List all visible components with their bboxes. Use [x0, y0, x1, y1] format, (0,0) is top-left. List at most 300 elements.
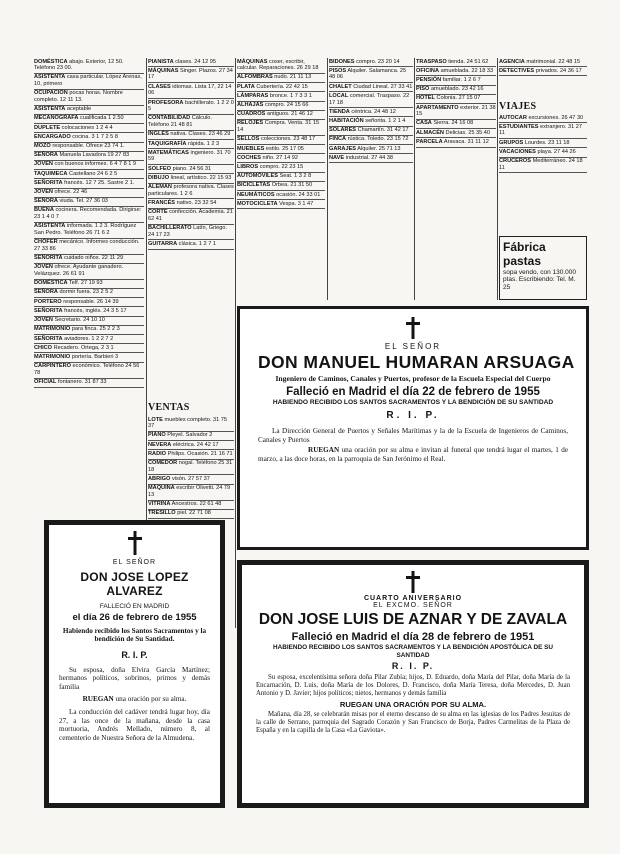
ad-text: nativo. 23 32 54 [176, 199, 217, 206]
ad-heading: SEÑORA [34, 289, 58, 296]
ad-heading: AUTOMÓVILES [237, 173, 278, 180]
notice-pre: EL EXCMO. SEÑOR [373, 602, 453, 609]
ad-text: fontanero. 31 87 33 [57, 379, 107, 386]
ad-heading: DUPLETE [34, 124, 61, 131]
classified-ad [34, 289, 144, 298]
ad-text: económico. Teléfono 24 56 78 [34, 363, 140, 376]
notice-pre: EL SEÑOR [112, 559, 157, 566]
ad-heading: TIENDA [329, 108, 350, 115]
anniversary-label: CUARTO ANIVERSARIO [363, 595, 463, 602]
ad-text: rápida. 1 2 3 [188, 140, 220, 147]
ad-text: cualificada 1 2.50 [80, 115, 124, 122]
ad-heading: ASISTENTA [34, 74, 66, 81]
ad-text: responsable. Ofrece 23 74 1. [52, 143, 125, 150]
request-text: una oración por su alma e invitan al funeral que tendrá lugar el martes, 1 de marzo, a las doce horas, en la parroquia de San Jerónimo el Real. [258, 446, 569, 463]
classified-ad [34, 74, 144, 90]
ad-text: nativa. Clases. 23 46 29 [170, 131, 231, 138]
ad-heading: ALHAJAS [237, 102, 264, 109]
ad-heading: CONTABILIDAD [148, 115, 191, 122]
request-lead: RUEGAN [82, 695, 114, 704]
classified-ad [34, 326, 144, 335]
ad-text: industrial. 27 44 38 [345, 154, 393, 161]
ad-text: Vespa. 3 1 47 [279, 200, 314, 207]
ad-text: Aravaca. 31 11 12 [443, 138, 489, 145]
classified-ad [499, 148, 587, 157]
sacraments: HABIENDO RECIBIDO LOS SANTOS SACRAMENTOS Y LA BENDICIÓN DE SU SANTIDAD [272, 399, 554, 407]
cross-icon [406, 571, 420, 593]
column-divider [497, 58, 498, 300]
ad-text: rústica. Toledo. 23 15 72 [347, 136, 409, 143]
ad-heading: FINCA [329, 136, 347, 143]
cross-icon [128, 531, 142, 555]
ad-text: profesora nativa. Clases particulares. 1 2 6 [148, 184, 234, 197]
ad-text: viuda. Tel. 27 36 03 [59, 198, 108, 205]
ad-text: piano. 24 56 31 [172, 165, 212, 172]
ad-heading: CHICO [34, 344, 53, 351]
ad-heading: NEUMÁTICOS [237, 191, 275, 198]
fabrica-text: sopa vendo, con 130.000 ptas. Escribiendo: Tel. M. 25 [503, 268, 577, 291]
classified-ad [148, 510, 234, 519]
classified-ad [237, 83, 325, 92]
classified-ad [416, 104, 496, 120]
notice-request [59, 695, 210, 703]
classified-ad [34, 207, 144, 223]
ad-heading: AGENCIA [499, 58, 525, 65]
classified-ad [148, 475, 234, 484]
ad-text: Ciudad Lineal. 27 33 41 [353, 83, 413, 90]
classified-ad [34, 344, 144, 353]
ad-heading: COCHES [237, 154, 261, 161]
ad-text: Sierra. 24 16 08 [433, 120, 474, 127]
ad-text: cocina. 3 1 7 2 5 8 [72, 133, 118, 140]
ad-text: Compra. Venta. 31 15 14 [237, 120, 320, 134]
classified-ad [148, 131, 234, 140]
classified-ad [148, 174, 234, 183]
classified-ad [148, 225, 234, 241]
ad-heading: CHÓFER [34, 239, 58, 246]
classified-ad [34, 353, 144, 362]
ad-text: Manuela Lavadora 19 27 83 [59, 152, 130, 159]
ad-heading: BICICLETAS [237, 182, 271, 189]
ad-heading: MATEMÁTICAS [148, 149, 189, 156]
ad-text: señorita. 1 2 1 4 [365, 117, 406, 124]
classified-ad [34, 152, 144, 161]
ad-heading: LOTE [148, 416, 163, 423]
classified-ad [34, 379, 144, 388]
ad-text: privados. 24 36 17 [535, 67, 582, 74]
classified-ad [34, 161, 144, 170]
ad-heading: MÁQUINA [148, 485, 175, 492]
request-lead: RUEGAN UNA ORACIÓN POR SU ALMA. [339, 699, 487, 709]
classified-ad [416, 67, 496, 76]
ad-text: Orbea. 21 31 50 [271, 182, 313, 189]
ad-text: amueblado. 23 42 16 [430, 86, 484, 93]
ad-text: responsable. 26 14 39 [63, 298, 119, 305]
ad-text: colecciones. 23 48 17 [260, 136, 316, 143]
ad-text: Recadero. Ortega, 2 3 1 [53, 344, 114, 351]
notice-details: La conducción del cadáver tendrá lugar hoy, día 27, a las once de la mañana, desde la casa mortuoria, Andrés Mellado, número 8, al cementerio de Nuestra Señora de la Almudena. [59, 708, 210, 742]
request-text: una oración por su alma. [115, 695, 187, 704]
ad-text: Lourdes. 23 11 18 [524, 139, 570, 146]
ad-heading: MOZO [34, 143, 51, 150]
ad-text: idiomas. Lista 17, 22 14 06 [148, 83, 232, 97]
classified-ad [237, 154, 325, 163]
classified-ad [34, 239, 144, 255]
ad-text: Pleyel. Salvador 2 [167, 432, 213, 439]
ad-heading: BACHILLERATO [148, 225, 192, 232]
ad-heading: HABITACIÓN [329, 117, 364, 124]
classified-ad [329, 127, 413, 136]
classified-ad [34, 143, 144, 152]
classified-ad [148, 115, 234, 131]
ad-text: antiguos. 21 46 12 [266, 111, 313, 118]
ad-text: matrimonial. 22 48 15 [526, 58, 581, 65]
ad-heading: TRASPASO [416, 58, 447, 65]
classified-ad [499, 67, 587, 76]
ad-heading: JOVEN [34, 317, 53, 324]
classified-ad [329, 136, 413, 145]
ad-text: con buenos informes. 6 4 7 8 1 9 [54, 161, 137, 168]
ad-heading: MATRIMONIO [34, 353, 71, 360]
classified-ad [34, 307, 144, 316]
ad-heading: MOTOCICLETA [237, 200, 278, 207]
classified-ad [499, 139, 587, 148]
classified-ad [34, 170, 144, 179]
ad-text: excursiones. 26 47 30 [528, 114, 584, 121]
classified-ad [237, 145, 325, 154]
ad-heading: PLATA [237, 83, 255, 90]
ad-text: para finca. 25 2 2 3 [71, 326, 120, 333]
ad-text: visón. 27 57 37 [171, 475, 210, 482]
occupation: Ingeniero de Caminos, Canales y Puertos, profesor de la Escuela Especial del Cuerpo [275, 374, 551, 383]
classified-ad [34, 264, 144, 280]
classified-ad [237, 102, 325, 111]
ad-text: francés. 12 7 25. Sastre 2 1. [64, 179, 135, 186]
ad-text: ofrece. Ayudante ganadero. Velázquez. 26 61 91 [34, 264, 124, 278]
rip: R. I. P. [121, 649, 148, 660]
ad-heading: OFICINA [416, 67, 439, 74]
classified-ad [416, 120, 496, 129]
classified-ad [329, 108, 413, 117]
obituary-aznar [237, 560, 589, 808]
classified-ad [329, 145, 413, 154]
classified-ad [237, 120, 325, 136]
ad-text: escribir Olivetti. 24 79 13 [148, 485, 231, 498]
ad-text: eléctrica. 24 42 17 [172, 441, 219, 448]
ad-text: Cálculo. Teléfono 21 48 81 [148, 115, 212, 129]
sacraments: Habiendo recibido los Santos Sacramentos y la bendición de Su Santidad. [62, 627, 207, 644]
ad-text: muebles completo. 31 75 37 [148, 416, 227, 430]
ad-heading: NAVE [329, 154, 345, 161]
ad-heading: DOMÉSTICA [34, 280, 68, 287]
ad-text: clases. 24 12 95 [175, 58, 217, 65]
ad-heading: SEÑORITA [34, 255, 63, 262]
ad-heading: NEVERA [148, 441, 172, 448]
ad-heading: FRANCÉS [148, 199, 176, 206]
ad-text: bronce. 1 7 3 3 1 [269, 92, 312, 99]
notice-body: La Dirección General de Puertos y Señales Marítimas y la de la Escuela de Ingenieros de Caminos, Canales y Puertos [258, 427, 568, 444]
ad-text: Cubertería. 22 42 15 [256, 83, 308, 90]
ad-heading: DOMÉSTICA [34, 58, 68, 65]
ad-text: cuidado niños. 22 11 29 [64, 255, 124, 262]
ad-heading: RADIO [148, 450, 167, 457]
ad-text: aceptable [66, 106, 92, 113]
classified-ad [329, 154, 413, 163]
classified-ad [148, 450, 234, 459]
ad-text: ingeniero. 31 70 59 [148, 149, 231, 163]
ad-heading: SEÑORITA [34, 307, 63, 314]
classified-ad [34, 335, 144, 344]
classifieds-column-5 [416, 58, 496, 298]
ad-text: abajo. Exterior, 12 50. Teléfono 23 00. [34, 58, 124, 72]
classified-ad [148, 460, 234, 476]
notice-details: Mañana, día 28, se celebrarán misas por el eterno descanso de su alma en las iglesias de los Padres Jesuitas de la calle de Serrano, parroquia del Sagrado Corazón y San Francisco de Borja, Padres Carmelitas de la Plaza de España y en la capilla de la Casa «La Gaviota». [256, 710, 570, 734]
death-date: Falleció en Madrid el día 22 de febrero de 1955 [286, 386, 540, 399]
classified-ad [148, 441, 234, 450]
ad-text: familiar. 1 2 6 7 [442, 76, 481, 83]
ad-text: Alquiler. Salamanca. 25 48 06 [329, 67, 407, 81]
ad-text: Philips. Ocasión. 21 16 71 [167, 450, 233, 457]
classified-ad [237, 92, 325, 101]
ad-heading: PORTERO [34, 298, 62, 305]
ad-heading: CARPINTERO [34, 363, 71, 370]
ad-heading: SEÑORA [34, 198, 58, 205]
ad-text: coser, escribir, calcular. Reparaciones. 26 29 18 [237, 58, 319, 72]
ad-text: compro. 22 23 15 [259, 163, 304, 170]
classified-ad [499, 58, 587, 67]
classified-ad [237, 191, 325, 200]
ad-heading: BIDONES [329, 58, 355, 65]
ad-text: Seat. 1 3 2 8 [279, 173, 312, 180]
death-place: FALLECIÓ EN MADRID [99, 603, 170, 610]
ad-heading: CASA [416, 120, 432, 127]
cross-icon [406, 317, 420, 339]
ad-text: nogal. Teléfono 25 31 18 [148, 460, 233, 473]
deceased-name: DON JOSE LOPEZ ALVAREZ [80, 570, 189, 598]
ad-text: nudo. 21 11 13 [274, 74, 312, 81]
ad-heading: GUITARRA [148, 240, 178, 247]
ad-text: Latín, Griego. 24 17 23 [148, 225, 228, 238]
classified-ad [148, 83, 234, 99]
ad-heading: LOCAL [329, 92, 349, 99]
ad-heading: SOLFEO [148, 165, 171, 172]
section-heading-viajes: VIAJES [499, 101, 537, 112]
sacraments: HABIENDO RECIBIDO LOS SANTOS SACRAMENTOS Y LA BENDICIÓN APOSTÓLICA DE SU SANTIDAD [272, 644, 554, 659]
ad-heading: MECANÓGRAFA [34, 115, 79, 122]
ad-heading: ALFOMBRAS [237, 74, 273, 81]
notice-body: Su esposa, doña Elvira García Martínez; hermanos políticos, sobrinos, primos y demás familia [59, 665, 210, 691]
classified-ad [148, 432, 234, 441]
classified-ad [34, 189, 144, 198]
ad-heading: INGLÉS [148, 131, 169, 138]
classified-ad [237, 136, 325, 145]
ad-heading: PARCELA [416, 138, 443, 145]
classified-ad [148, 485, 234, 501]
classified-ad [416, 86, 496, 95]
classified-ad [237, 74, 325, 83]
classified-ad [237, 58, 325, 74]
ad-heading: CHALET [329, 83, 352, 90]
ad-heading: PROFESORA [148, 99, 184, 106]
ad-text: Alquiler. 25 71 13 [357, 145, 401, 152]
notice-pre: EL SEÑOR [384, 342, 442, 351]
classified-ad [34, 58, 144, 74]
ad-heading: AUTOCAR [499, 114, 527, 121]
ad-heading: TAQUIGRAFÍA [148, 140, 187, 147]
classified-ad [34, 223, 144, 239]
ad-heading: SOLARES [329, 127, 357, 134]
deceased-name: DON JOSE LUIS DE AZNAR Y DE ZAVALA [258, 611, 568, 628]
classified-ad [329, 83, 413, 92]
ad-heading: JOVEN [34, 161, 53, 168]
classified-ad [329, 58, 413, 67]
classifieds-column-3 [237, 58, 325, 298]
classified-ad [148, 165, 234, 174]
ad-heading: SEÑORITA [34, 335, 63, 342]
classifieds-column-4 [329, 58, 413, 298]
column-divider [414, 58, 415, 300]
ad-heading: SEÑORITA [34, 179, 63, 186]
ad-heading: ALMACÉN [416, 129, 444, 136]
classified-ad [237, 111, 325, 120]
ad-text: lineal, artístico. 22 15 93 [170, 174, 232, 181]
ad-text: playa. 27 44 26 [537, 148, 576, 155]
classifieds-column-6 [499, 58, 587, 98]
ad-text: Secretario. 24 10 10 [54, 317, 105, 324]
classified-ad [148, 416, 234, 432]
ad-text: informada. 1 2 3. Rodríguez San Pedro. Teléfono 26 71 6 2 [34, 223, 137, 237]
classified-ad [34, 179, 144, 188]
ad-heading: GRUPOS [499, 139, 524, 146]
ad-text: confección. Academia. 21 62 41 [148, 209, 233, 222]
ad-heading: CUADROS [237, 111, 266, 118]
classified-ad [34, 280, 144, 289]
classifieds-column-1 [34, 58, 144, 518]
ad-heading: ASISTENTA [34, 223, 66, 230]
ad-text: Chamartín. 31 42 17 [357, 127, 409, 134]
ad-heading: CRUCEROS [499, 158, 532, 165]
section-heading-ventas: VENTAS [148, 402, 190, 413]
classified-ad [148, 501, 234, 510]
ad-heading: PIANISTA [148, 58, 174, 65]
ad-heading: DIBUJO [148, 174, 170, 181]
ad-text: Colonia. 27 15 07 [436, 95, 481, 102]
ad-text: tienda. 24 51 62 [448, 58, 489, 65]
ad-text: amueblada. 22 18 33 [440, 67, 494, 74]
classified-ad [148, 149, 234, 165]
classified-ad [416, 76, 496, 85]
classified-ad [34, 198, 144, 207]
death-date: Falleció en Madrid el día 28 de febrero de 1951 [291, 631, 535, 643]
ad-text: piel. 22 71 08 [177, 510, 211, 517]
ad-heading: CLASES [148, 83, 171, 90]
classified-ad [148, 67, 234, 83]
ad-text: mecánico. Informes conducción. 27 33 86 [34, 239, 140, 252]
column-divider [235, 58, 236, 628]
ad-heading: APARTAMENTO [416, 104, 459, 111]
ad-text: Delicias. 25 35 40 [445, 129, 490, 136]
ad-heading: PISO [416, 86, 430, 93]
ad-heading: TAQUIMECA [34, 170, 68, 177]
ad-heading: TRESILLO [148, 510, 176, 517]
ad-heading: MATRIMONIO [34, 326, 71, 333]
classified-ad [329, 117, 413, 126]
ad-text: clásica. 1 2 7 1 [178, 240, 216, 247]
ad-heading: JOVEN [34, 264, 53, 271]
ad-text: bachillerato. 1 2 2 0 5 [148, 99, 234, 113]
ad-text: portería. Barbieri 3 [71, 353, 119, 360]
classifieds-column-6-viajes [499, 114, 587, 234]
classified-ad [148, 184, 234, 200]
notice-body: Su esposa, excelentísima señora doña Pilar Zubía; hijos, D. Eduardo, doña María del Pilar, doña María de la Encarnación, D. Luis, doña María de los Dolores, D. Francisco, doña María Teresa, doña Mercedes, D. Juan Antonio y D. Javier; hijos políticos; nietos, hermanos y demás familia [256, 674, 570, 697]
ad-text: comercial. Traspaso. 22 17 18 [329, 92, 410, 106]
classified-ad [34, 317, 144, 326]
death-date: el día 26 de febrero de 1955 [72, 612, 197, 623]
ad-text: compro. 24 15 66 [264, 102, 309, 109]
ad-heading: PIANO [148, 432, 166, 439]
classified-ad [34, 90, 144, 106]
ad-text: Singer. Plazos. 27 34 17 [148, 67, 233, 81]
classified-ad [416, 95, 496, 104]
rip: R. I. P. [386, 410, 440, 422]
ad-heading: ASISTENTA [34, 106, 66, 113]
ad-text: compro. 23 20 14 [356, 58, 400, 65]
classified-ad [237, 163, 325, 172]
classified-ad [416, 138, 496, 147]
classified-ad [329, 92, 413, 108]
ad-text: Mediterráneo. 24 18 11 [499, 158, 583, 171]
classified-ad [416, 58, 496, 67]
ad-heading: MÁQUINAS [148, 67, 179, 74]
ad-heading: LÁMPARAS [237, 92, 269, 99]
classified-ad [34, 298, 144, 307]
ad-heading: ESTUDIANTES [499, 123, 539, 130]
classified-ad [34, 133, 144, 142]
ad-heading: MÁQUINAS [237, 58, 268, 65]
obituary-lopez [44, 520, 225, 808]
ad-heading: MUEBLES [237, 145, 265, 152]
ad-text: extranjero. 31 27 11 [499, 123, 583, 137]
classified-ad [34, 115, 144, 124]
classified-ad [148, 140, 234, 149]
classified-ad [499, 123, 587, 139]
ad-text: Ancestros. 22 61 48 [171, 501, 222, 508]
ad-heading: PENSIÓN [416, 76, 442, 83]
ad-heading: HOTEL [416, 95, 435, 102]
classified-ad [34, 124, 144, 133]
ad-text: pocas horas. Nombre completo. 12 11 13. [34, 90, 123, 104]
classifieds-column-2 [148, 58, 234, 398]
classified-ad [34, 363, 144, 379]
request-lead: RUEGAN [308, 446, 340, 455]
ad-heading: ENCARGADO [34, 133, 71, 140]
ad-text: aviadores. 1 2 2 7 2 [64, 335, 114, 342]
ad-text: colocaciones 1 2 4 4 [61, 124, 113, 131]
classified-ad [34, 255, 144, 264]
classified-ad [499, 114, 587, 123]
ad-text: dormir fuera. 23 2 5 2 [59, 289, 113, 296]
classified-ad [148, 209, 234, 225]
classified-ad [329, 67, 413, 83]
ad-text: casa particular. López Arenas, 10, primero [34, 74, 142, 88]
classified-ad [148, 99, 234, 115]
ad-text: ofrece. 22 46 [54, 189, 88, 196]
ad-heading: ALEMÁN [148, 184, 172, 191]
ad-heading: COMEDOR [148, 460, 178, 467]
ad-heading: RELOJES [237, 120, 264, 127]
ad-text: Castellano 24 6 2 5 [69, 170, 118, 177]
ad-text: cocinera. Recomendada. Dirigirse: 23 1 4 0 7 [34, 207, 142, 221]
